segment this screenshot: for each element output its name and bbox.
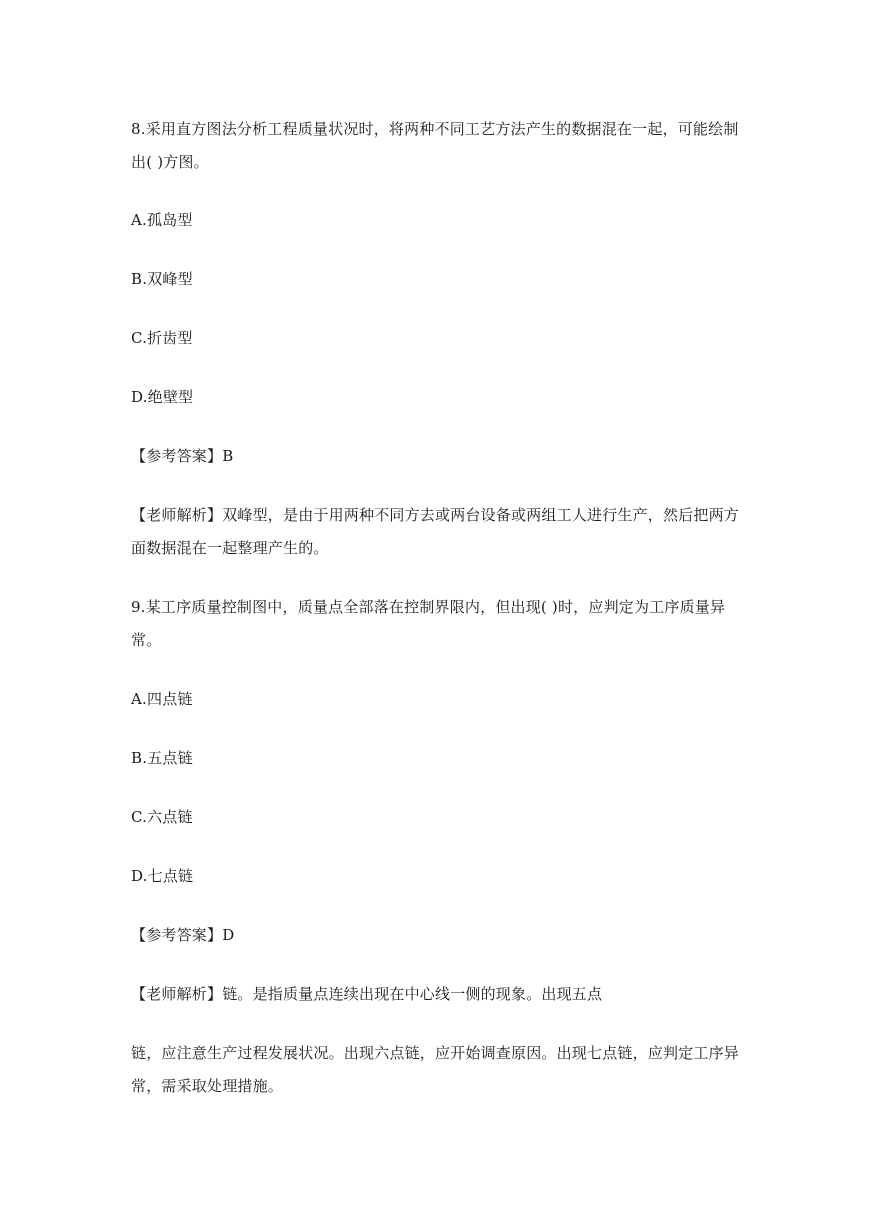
question-8-option-c: C.折齿型 [131,329,193,347]
question-8-option-d: D.绝壁型 [131,388,194,406]
question-9-analysis-line3: 常，需采取处理措施。 [131,1077,284,1095]
question-8-stem-line2: 出( )方图。 [131,153,209,171]
question-8-analysis-line1: 【老师解析】双峰型，是由于用两种不同方去或两台设备或两组工人进行生产，然后把两方 [131,506,740,524]
question-9-stem-line2: 常。 [131,631,162,649]
question-9-option-c: C.六点链 [131,808,193,826]
question-9-stem-line1: 9.某工序质量控制图中，质量点全部落在控制界限内，但出现( )时，应判定为工序质量异 [131,598,726,616]
question-8-option-a: A.孤岛型 [131,211,193,229]
question-9-analysis-line1: 【老师解析】链。是指质量点连续出现在中心线一侧的现象。出现五点 [131,985,603,1003]
question-9-option-a: A.四点链 [131,690,193,708]
question-9-option-b: B.五点链 [131,749,193,767]
question-8-analysis-line2: 面数据混在一起整理产生的。 [131,539,329,557]
question-8-stem-line1: 8.采用直方图法分析工程质量状况时，将两种不同工艺方法产生的数据混在一起，可能绘制 [131,120,739,138]
question-8-answer: 【参考答案】B [131,447,234,465]
question-8-option-b: B.双峰型 [131,270,193,288]
question-9-analysis-line2: 链，应注意生产过程发展状况。出现六点链，应开始调查原因。出现七点链，应判定工序异 [131,1044,740,1062]
question-9-answer: 【参考答案】D [131,926,235,944]
question-9-option-d: D.七点链 [131,867,194,885]
